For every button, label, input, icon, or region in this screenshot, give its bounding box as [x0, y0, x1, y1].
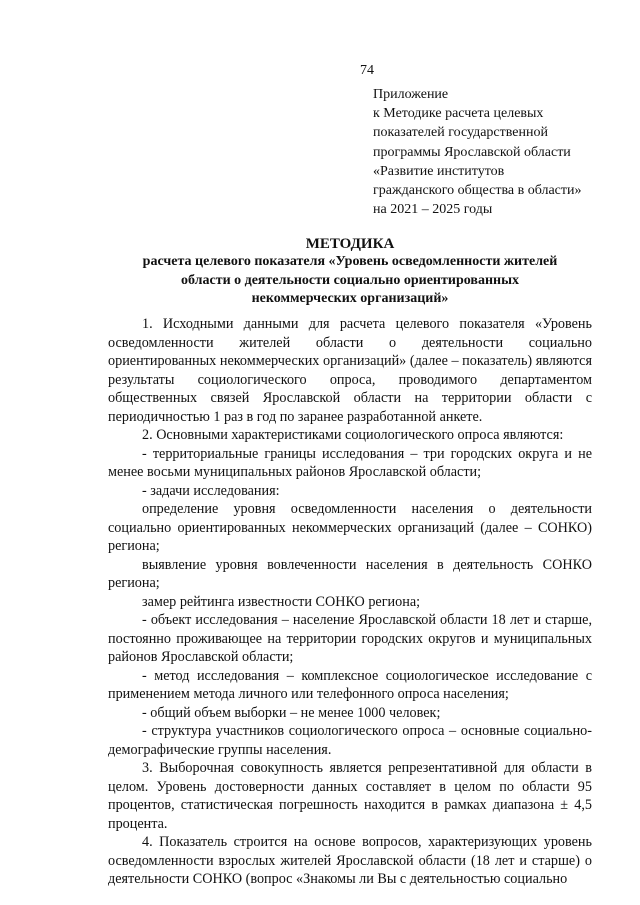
subtitle-line: расчета целевого показателя «Уровень осведомленности жителей — [142, 254, 558, 269]
appendix-line: на 2021 – 2025 годы — [373, 202, 493, 218]
document-title: МЕТОДИКА — [305, 236, 395, 252]
document-body — [108, 315, 592, 889]
appendix-line: к Методике расчета целевых — [373, 106, 544, 122]
document-subtitle — [80, 253, 620, 309]
paragraph-2: 2. Основными характеристиками социологического опроса являются: — [142, 427, 564, 443]
task-involvement: выявление уровня вовлеченности населения в деятельность СОНКО региона; — [108, 556, 592, 591]
list-item-territory: - территориальные границы исследования – три городских округа и не менее восьми муниципальных районов Ярославской области; — [108, 445, 592, 480]
paragraph-4: 4. Показатель строится на основе вопросов, характеризующих уровень осведомленности взрослых жителей Ярославской области (18 лет и старше) о деятельности СОНКО (вопрос «Знакомы ли Вы с деятельностью социально — [108, 834, 592, 887]
paragraph-1: 1. Исходными данными для расчета целевого показателя «Уровень осведомленности жителей области о деятельности социально ориентированных некоммерческих организаций» (далее – показатель) являются результаты социологического опроса, проводимого департаментом общественных связей Ярославской области на территории области с периодичностью 1 раз в год по заранее разработанной анкете. — [108, 316, 592, 425]
appendix-note — [373, 85, 613, 219]
subtitle-line: области о деятельности социально ориентированных — [180, 272, 520, 288]
subtitle-line: некоммерческих организаций» — [251, 291, 449, 306]
appendix-line: гражданского общества в области» — [373, 183, 582, 199]
list-item-object: - объект исследования – население Ярославской области 18 лет и старше, постоянно проживающее на территории городских округов и муниципальных районов Ярославской области; — [108, 612, 592, 665]
page-number: 74 — [360, 63, 374, 78]
appendix-line: «Развитие институтов — [373, 163, 505, 179]
list-item-tasks: - задачи исследования: — [142, 482, 280, 499]
paragraph-3: 3. Выборочная совокупность является репрезентативной для области в целом. Уровень достоверности данных составляет в целом по области 95 процентов, статистическая погрешность находится в рамках диапазона ± 4,5 процента. — [108, 760, 592, 832]
task-rating: замер рейтинга известности СОНКО региона; — [142, 593, 421, 610]
list-item-sample: - общий объем выборки – не менее 1000 человек; — [142, 704, 441, 721]
list-item-structure: - структура участников социологического опроса – основные социально-демографические группы населения. — [108, 723, 592, 758]
task-awareness: определение уровня осведомленности населения о деятельности социально ориентированных некоммерческих организаций (далее – СОНКО) региона; — [108, 501, 592, 554]
appendix-line: программы Ярославской области — [373, 144, 571, 160]
list-item-method: - метод исследования – комплексное социологическое исследование с применением метода личного или телефонного опроса населения; — [108, 667, 592, 702]
appendix-line: Приложение — [373, 87, 449, 102]
appendix-line: показателей государственной — [373, 125, 548, 141]
